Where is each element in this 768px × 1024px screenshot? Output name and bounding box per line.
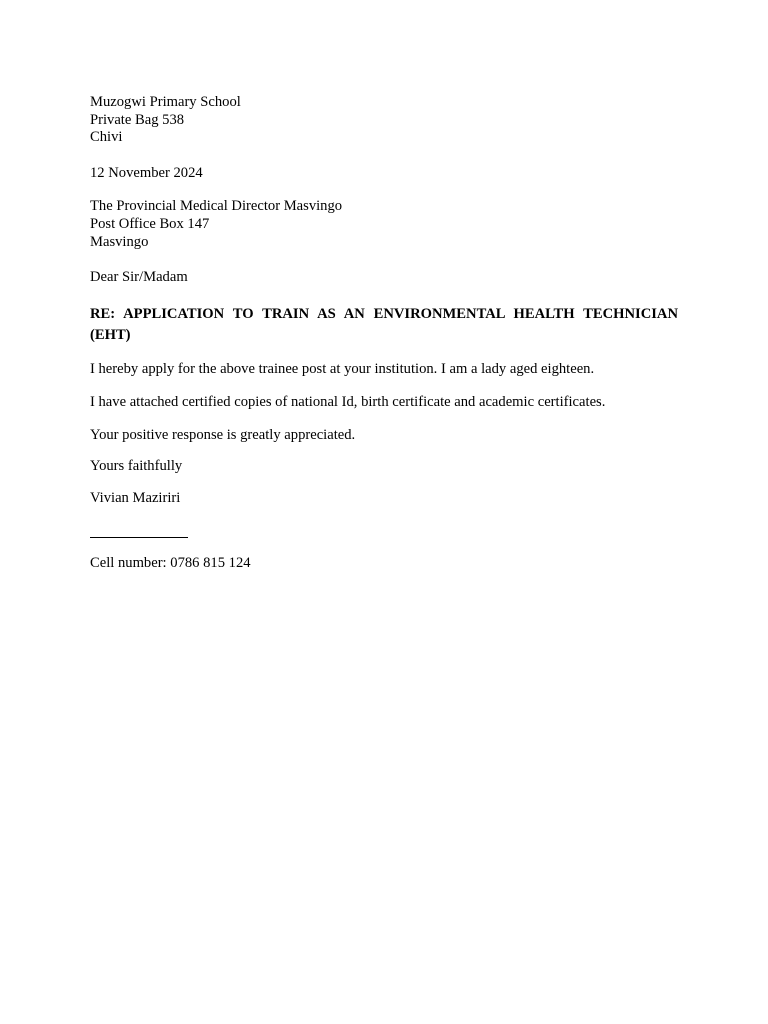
letter-date <box>90 165 678 183</box>
recipient-town: Masvingo <box>90 233 149 250</box>
salutation <box>90 269 678 287</box>
signer-name: Vivian Maziriri <box>90 490 181 507</box>
date-text: 12 November 2024 <box>90 164 203 181</box>
sender-town: Chivi <box>90 129 123 146</box>
cell-number: 0786 815 124 <box>170 554 251 571</box>
body-paragraph-3: Your positive response is greatly appreciated. <box>90 426 356 443</box>
letter <box>90 94 678 573</box>
signature-line <box>90 537 188 538</box>
contact-line <box>90 555 678 573</box>
salutation-text: Dear Sir/Madam <box>90 269 188 286</box>
sender-address <box>90 94 678 147</box>
closing: Yours faithfully <box>90 457 183 474</box>
body-paragraph-2: I have attached certified copies of national Id, birth certificate and academic certificates. <box>90 393 606 410</box>
recipient-address-line: Post Office Box 147 <box>90 215 210 232</box>
subject-heading: RE: APPLICATION TO TRAIN AS AN ENVIRONMENTAL HEALTH TECHNICIAN (EHT) <box>90 305 678 343</box>
recipient-address <box>90 198 678 251</box>
sender-address-line: Private Bag 538 <box>90 111 185 128</box>
body-paragraph-1: I hereby apply for the above trainee post at your institution. I am a lady aged eighteen. <box>90 360 595 377</box>
sender-school: Muzogwi Primary School <box>90 94 241 110</box>
cell-label: Cell number: <box>90 554 167 571</box>
recipient-title: The Provincial Medical Director Masvingo <box>90 198 343 215</box>
